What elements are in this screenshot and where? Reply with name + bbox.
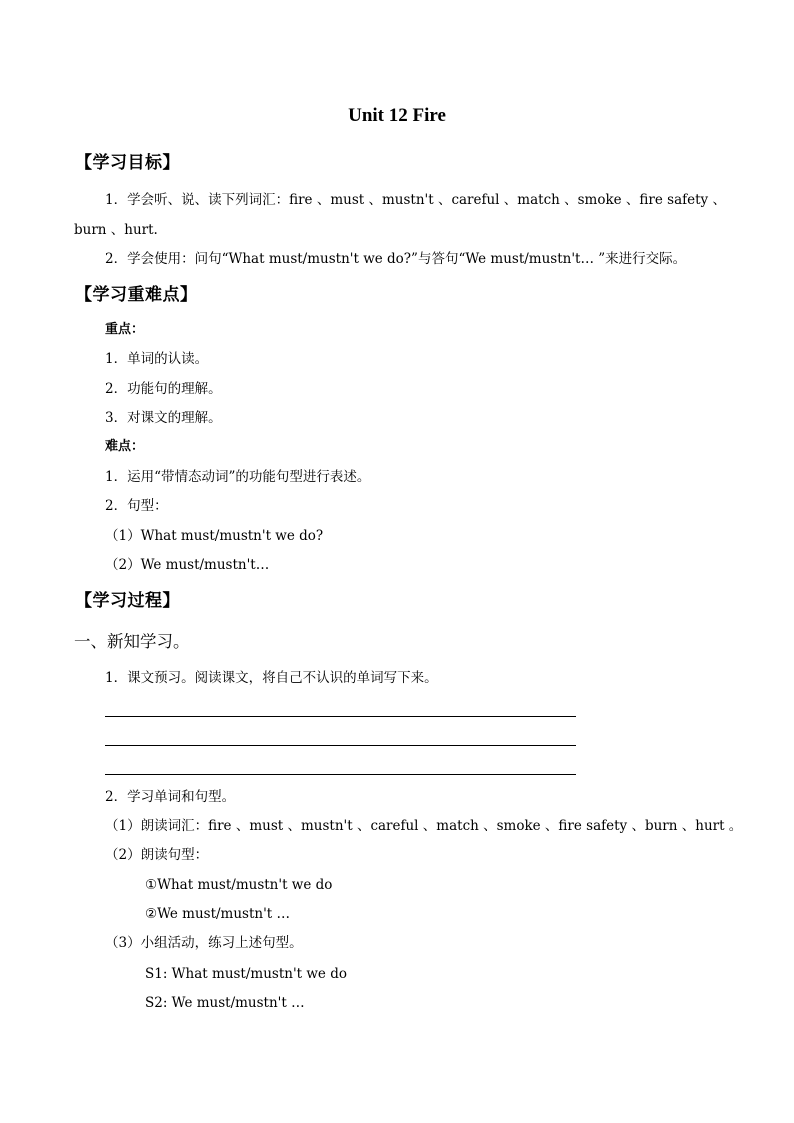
pattern-2: （2）We must/mustn't… [105,557,270,573]
step-2-2: （2）朗读句型： [105,847,209,863]
dialogue-s2: S2: We must/mustn't … [145,995,305,1011]
dialogue-s1: S1: What must/mustn't we do [145,966,347,982]
key-points-heading: 【学习重难点】 [75,285,198,305]
sentence-1: ①What must/mustn't we do [145,877,333,893]
key-item-1: 1．单词的认读。 [105,351,209,367]
part-1-heading: 一、新知学习。 [74,632,190,651]
objectives-heading: 【学习目标】 [75,153,180,173]
objective-item-1-cont: burn 、hurt. [74,222,158,238]
objective-item-1: 1．学会听、说、读下列词汇：fire 、must 、mustn't 、careful 、match 、smoke 、fire safety 、 [105,192,726,208]
step-2: 2．学习单词和句型。 [105,789,236,805]
difficulty-label: 难点： [105,439,145,454]
step-2-1: （1）朗读词汇：fire 、must 、mustn't 、careful 、match 、smoke 、fire safety 、burn 、hurt 。 [105,818,743,834]
key-item-3: 3．对课文的理解。 [105,410,222,426]
answer-line-2[interactable] [105,745,576,746]
pattern-1: （1）What must/mustn't we do? [105,528,324,544]
answer-line-3[interactable] [105,774,576,775]
key-item-2: 2．功能句的理解。 [105,381,222,397]
objective-item-2: 2．学会使用：问句“What must/mustn't we do?”与答句“We must/mustn't… ”来进行交际。 [105,251,687,267]
step-2-3: （3）小组活动，练习上述句型。 [105,935,303,951]
step-1: 1．课文预习。阅读课文，将自己不认识的单词写下来。 [105,670,438,686]
difficulty-item-1: 1．运用“带情态动词”的功能句型进行表述。 [105,469,371,485]
key-label: 重点： [105,322,145,337]
process-heading: 【学习过程】 [75,591,180,611]
answer-line-1[interactable] [105,716,576,717]
sentence-2: ②We must/mustn't … [145,906,291,922]
difficulty-item-2: 2．句型： [105,498,168,514]
document-title: Unit 12 Fire [348,105,446,126]
